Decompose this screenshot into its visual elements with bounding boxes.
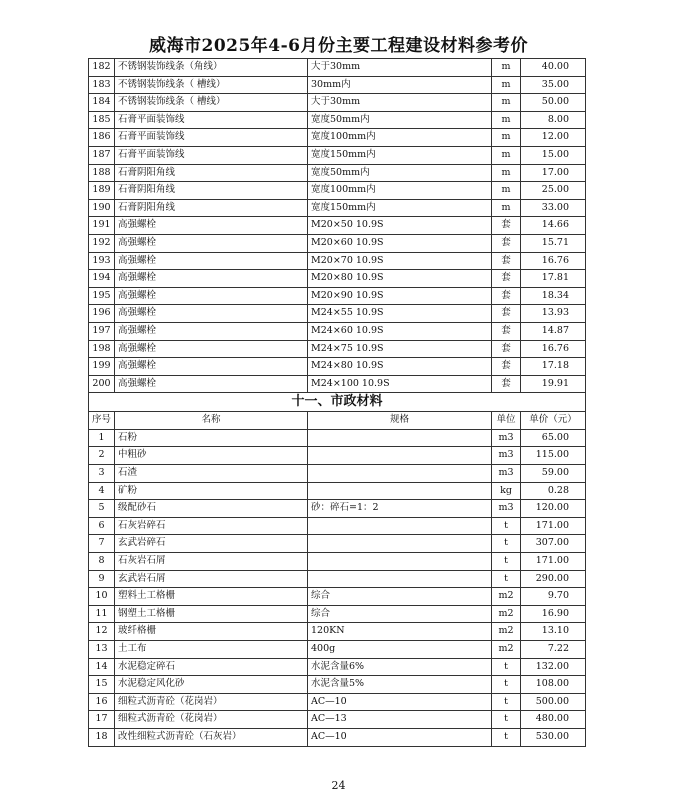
table-row: [89, 234, 586, 252]
cell-price: 500.00: [521, 693, 586, 711]
cell-price: 19.91: [521, 375, 586, 393]
cell-unit: 套: [492, 234, 521, 252]
cell-unit: 套: [492, 340, 521, 358]
cell-no: 185: [89, 111, 115, 129]
cell-no: 13: [89, 641, 115, 659]
table-row: [89, 305, 586, 323]
cell-unit: t: [492, 711, 521, 729]
cell-name: 高强螺栓: [115, 234, 308, 252]
cell-name: 中粗砂: [115, 447, 308, 465]
table-row: [89, 500, 586, 518]
cell-price: 17.18: [521, 358, 586, 376]
cell-price: 13.93: [521, 305, 586, 323]
table-row: [89, 59, 586, 77]
cell-name: 不锈钢装饰线条（角线）: [115, 59, 308, 77]
cell-name: 石灰岩碎石: [115, 517, 308, 535]
cell-no: 1: [89, 429, 115, 447]
cell-unit: 套: [492, 375, 521, 393]
table-row: [89, 322, 586, 340]
cell-price: 15.71: [521, 234, 586, 252]
table-row: [89, 553, 586, 571]
cell-unit: t: [492, 658, 521, 676]
cell-unit: m: [492, 129, 521, 147]
cell-price: 14.87: [521, 322, 586, 340]
cell-no: 184: [89, 94, 115, 112]
cell-no: 193: [89, 252, 115, 270]
cell-price: 132.00: [521, 658, 586, 676]
table-row: [89, 111, 586, 129]
column-header-name: 名称: [115, 412, 308, 430]
table-row: [89, 146, 586, 164]
cell-spec: [308, 447, 492, 465]
cell-spec: 宽度150mm内: [308, 146, 492, 164]
cell-unit: m3: [492, 447, 521, 465]
cell-no: 182: [89, 59, 115, 77]
cell-price: 108.00: [521, 676, 586, 694]
cell-no: 7: [89, 535, 115, 553]
cell-name: 高强螺栓: [115, 217, 308, 235]
cell-name: 钢塑土工格栅: [115, 605, 308, 623]
cell-unit: m: [492, 94, 521, 112]
cell-name: 水泥稳定碎石: [115, 658, 308, 676]
page-title: 威海市2025年4-6月份主要工程建设材料参考价: [148, 36, 529, 56]
cell-name: 石膏阴阳角线: [115, 164, 308, 182]
cell-no: 10: [89, 588, 115, 606]
cell-name: 石膏阴阳角线: [115, 182, 308, 200]
table-row: [89, 658, 586, 676]
cell-unit: m2: [492, 641, 521, 659]
cell-name: 石渣: [115, 465, 308, 483]
cell-no: 18: [89, 728, 115, 746]
column-header-row: [89, 412, 586, 430]
table-row: [89, 693, 586, 711]
cell-name: 细粒式沥青砼（花岗岩）: [115, 693, 308, 711]
cell-name: 石膏平面装饰线: [115, 111, 308, 129]
cell-unit: m3: [492, 465, 521, 483]
cell-no: 4: [89, 482, 115, 500]
cell-unit: 套: [492, 322, 521, 340]
cell-no: 2: [89, 447, 115, 465]
cell-name: 高强螺栓: [115, 270, 308, 288]
cell-no: 196: [89, 305, 115, 323]
cell-name: 高强螺栓: [115, 252, 308, 270]
cell-unit: t: [492, 693, 521, 711]
price-table: [88, 58, 586, 747]
cell-price: 16.90: [521, 605, 586, 623]
table-body-bottom: [89, 429, 586, 746]
table-row: [89, 535, 586, 553]
cell-price: 17.00: [521, 164, 586, 182]
cell-no: 187: [89, 146, 115, 164]
column-header-no: 序号: [89, 412, 115, 430]
cell-spec: [308, 517, 492, 535]
cell-no: 186: [89, 129, 115, 147]
cell-spec: [308, 482, 492, 500]
table-row: [89, 447, 586, 465]
cell-price: 8.00: [521, 111, 586, 129]
cell-price: 290.00: [521, 570, 586, 588]
cell-name: 级配砂石: [115, 500, 308, 518]
cell-unit: m2: [492, 623, 521, 641]
cell-no: 189: [89, 182, 115, 200]
cell-spec: 宽度100mm内: [308, 182, 492, 200]
cell-unit: t: [492, 517, 521, 535]
table-row: [89, 482, 586, 500]
table-row: [89, 517, 586, 535]
table-row: [89, 358, 586, 376]
cell-unit: 套: [492, 358, 521, 376]
cell-name: 改性细粒式沥青砼（石灰岩）: [115, 728, 308, 746]
cell-name: 石膏平面装饰线: [115, 129, 308, 147]
cell-price: 13.10: [521, 623, 586, 641]
cell-unit: m: [492, 111, 521, 129]
cell-spec: [308, 553, 492, 571]
cell-spec: [308, 535, 492, 553]
cell-name: 细粒式沥青砼（花岗岩）: [115, 711, 308, 729]
table-row: [89, 252, 586, 270]
cell-unit: m3: [492, 500, 521, 518]
cell-price: 25.00: [521, 182, 586, 200]
section-title: 十一、市政材料: [89, 393, 586, 412]
cell-unit: t: [492, 728, 521, 746]
cell-price: 530.00: [521, 728, 586, 746]
cell-no: 194: [89, 270, 115, 288]
cell-spec: M24×75 10.9S: [308, 340, 492, 358]
cell-spec: M24×80 10.9S: [308, 358, 492, 376]
cell-name: 土工布: [115, 641, 308, 659]
cell-price: 120.00: [521, 500, 586, 518]
cell-name: 石粉: [115, 429, 308, 447]
cell-no: 8: [89, 553, 115, 571]
cell-spec: 120KN: [308, 623, 492, 641]
cell-spec: M20×90 10.9S: [308, 287, 492, 305]
cell-no: 188: [89, 164, 115, 182]
cell-unit: m3: [492, 429, 521, 447]
table-row: [89, 164, 586, 182]
cell-unit: t: [492, 535, 521, 553]
cell-name: 高强螺栓: [115, 340, 308, 358]
cell-no: 190: [89, 199, 115, 217]
cell-price: 33.00: [521, 199, 586, 217]
cell-price: 17.81: [521, 270, 586, 288]
cell-unit: m: [492, 164, 521, 182]
table-row: [89, 287, 586, 305]
cell-spec: 400g: [308, 641, 492, 659]
cell-spec: 宽度150mm内: [308, 199, 492, 217]
cell-name: 高强螺栓: [115, 287, 308, 305]
table-row: [89, 270, 586, 288]
cell-spec: 大于30mm: [308, 59, 492, 77]
cell-no: 3: [89, 465, 115, 483]
cell-price: 480.00: [521, 711, 586, 729]
cell-price: 171.00: [521, 517, 586, 535]
table-row: [89, 129, 586, 147]
cell-unit: kg: [492, 482, 521, 500]
cell-price: 9.70: [521, 588, 586, 606]
cell-name: 高强螺栓: [115, 358, 308, 376]
cell-no: 183: [89, 76, 115, 94]
cell-unit: m2: [492, 605, 521, 623]
cell-no: 16: [89, 693, 115, 711]
cell-unit: 套: [492, 305, 521, 323]
cell-name: 不锈钢装饰线条（ 槽线）: [115, 76, 308, 94]
cell-name: 矿粉: [115, 482, 308, 500]
cell-price: 15.00: [521, 146, 586, 164]
cell-no: 198: [89, 340, 115, 358]
cell-no: 195: [89, 287, 115, 305]
cell-price: 50.00: [521, 94, 586, 112]
cell-spec: 大于30mm: [308, 94, 492, 112]
cell-name: 水泥稳定风化砂: [115, 676, 308, 694]
table-row: [89, 570, 586, 588]
cell-no: 11: [89, 605, 115, 623]
cell-no: 200: [89, 375, 115, 393]
table-row: [89, 340, 586, 358]
cell-unit: m2: [492, 588, 521, 606]
table-row: [89, 676, 586, 694]
cell-spec: [308, 429, 492, 447]
cell-spec: 水泥含量5%: [308, 676, 492, 694]
cell-price: 171.00: [521, 553, 586, 571]
cell-unit: t: [492, 570, 521, 588]
table-row: [89, 217, 586, 235]
cell-spec: M20×80 10.9S: [308, 270, 492, 288]
cell-no: 12: [89, 623, 115, 641]
cell-price: 40.00: [521, 59, 586, 77]
cell-price: 18.34: [521, 287, 586, 305]
cell-spec: M20×50 10.9S: [308, 217, 492, 235]
cell-price: 307.00: [521, 535, 586, 553]
cell-no: 192: [89, 234, 115, 252]
cell-unit: 套: [492, 252, 521, 270]
cell-unit: 套: [492, 287, 521, 305]
table-row: [89, 429, 586, 447]
cell-price: 16.76: [521, 252, 586, 270]
cell-unit: m: [492, 146, 521, 164]
table-row: [89, 182, 586, 200]
cell-price: 59.00: [521, 465, 586, 483]
cell-price: 7.22: [521, 641, 586, 659]
cell-spec: AC—13: [308, 711, 492, 729]
cell-spec: 宽度50mm内: [308, 111, 492, 129]
table-row: [89, 641, 586, 659]
cell-spec: M24×55 10.9S: [308, 305, 492, 323]
cell-unit: m: [492, 59, 521, 77]
cell-unit: m: [492, 199, 521, 217]
page-number: 24: [331, 779, 346, 792]
cell-unit: m: [492, 76, 521, 94]
cell-name: 高强螺栓: [115, 375, 308, 393]
table-row: [89, 623, 586, 641]
cell-no: 199: [89, 358, 115, 376]
table-row: [89, 605, 586, 623]
cell-spec: M24×60 10.9S: [308, 322, 492, 340]
cell-spec: 水泥含量6%: [308, 658, 492, 676]
cell-price: 0.28: [521, 482, 586, 500]
cell-spec: 宽度50mm内: [308, 164, 492, 182]
cell-no: 9: [89, 570, 115, 588]
column-header-price: 单价（元）: [521, 412, 586, 430]
cell-spec: M20×60 10.9S: [308, 234, 492, 252]
cell-unit: 套: [492, 270, 521, 288]
cell-name: 石灰岩石屑: [115, 553, 308, 571]
table-row: [89, 588, 586, 606]
cell-spec: 宽度100mm内: [308, 129, 492, 147]
cell-price: 115.00: [521, 447, 586, 465]
table-row: [89, 711, 586, 729]
cell-no: 6: [89, 517, 115, 535]
section-row: [89, 393, 586, 412]
cell-no: 5: [89, 500, 115, 518]
cell-name: 高强螺栓: [115, 322, 308, 340]
table-row: [89, 199, 586, 217]
cell-price: 16.76: [521, 340, 586, 358]
section-header: [89, 393, 586, 430]
cell-name: 塑料土工格栅: [115, 588, 308, 606]
cell-spec: [308, 465, 492, 483]
cell-price: 12.00: [521, 129, 586, 147]
cell-name: 石膏平面装饰线: [115, 146, 308, 164]
cell-name: 玻纤格栅: [115, 623, 308, 641]
cell-unit: 套: [492, 217, 521, 235]
column-header-spec: 规格: [308, 412, 492, 430]
cell-price: 14.66: [521, 217, 586, 235]
cell-spec: 综合: [308, 605, 492, 623]
cell-spec: 30mm内: [308, 76, 492, 94]
cell-name: 石膏阴阳角线: [115, 199, 308, 217]
table-row: [89, 728, 586, 746]
cell-name: 高强螺栓: [115, 305, 308, 323]
cell-unit: t: [492, 676, 521, 694]
cell-no: 14: [89, 658, 115, 676]
cell-spec: M20×70 10.9S: [308, 252, 492, 270]
cell-spec: [308, 570, 492, 588]
cell-price: 65.00: [521, 429, 586, 447]
column-header-unit: 单位: [492, 412, 521, 430]
cell-spec: AC—10: [308, 693, 492, 711]
cell-name: 玄武岩石屑: [115, 570, 308, 588]
cell-unit: m: [492, 182, 521, 200]
table-body-top: [89, 59, 586, 393]
cell-unit: t: [492, 553, 521, 571]
cell-name: 玄武岩碎石: [115, 535, 308, 553]
cell-spec: AC—10: [308, 728, 492, 746]
cell-no: 17: [89, 711, 115, 729]
cell-no: 197: [89, 322, 115, 340]
cell-spec: 综合: [308, 588, 492, 606]
cell-spec: 砂：碎石=1：2: [308, 500, 492, 518]
cell-name: 不锈钢装饰线条（ 槽线）: [115, 94, 308, 112]
cell-spec: M24×100 10.9S: [308, 375, 492, 393]
table-row: [89, 465, 586, 483]
table-row: [89, 76, 586, 94]
cell-price: 35.00: [521, 76, 586, 94]
cell-no: 191: [89, 217, 115, 235]
table-row: [89, 375, 586, 393]
cell-no: 15: [89, 676, 115, 694]
table-row: [89, 94, 586, 112]
